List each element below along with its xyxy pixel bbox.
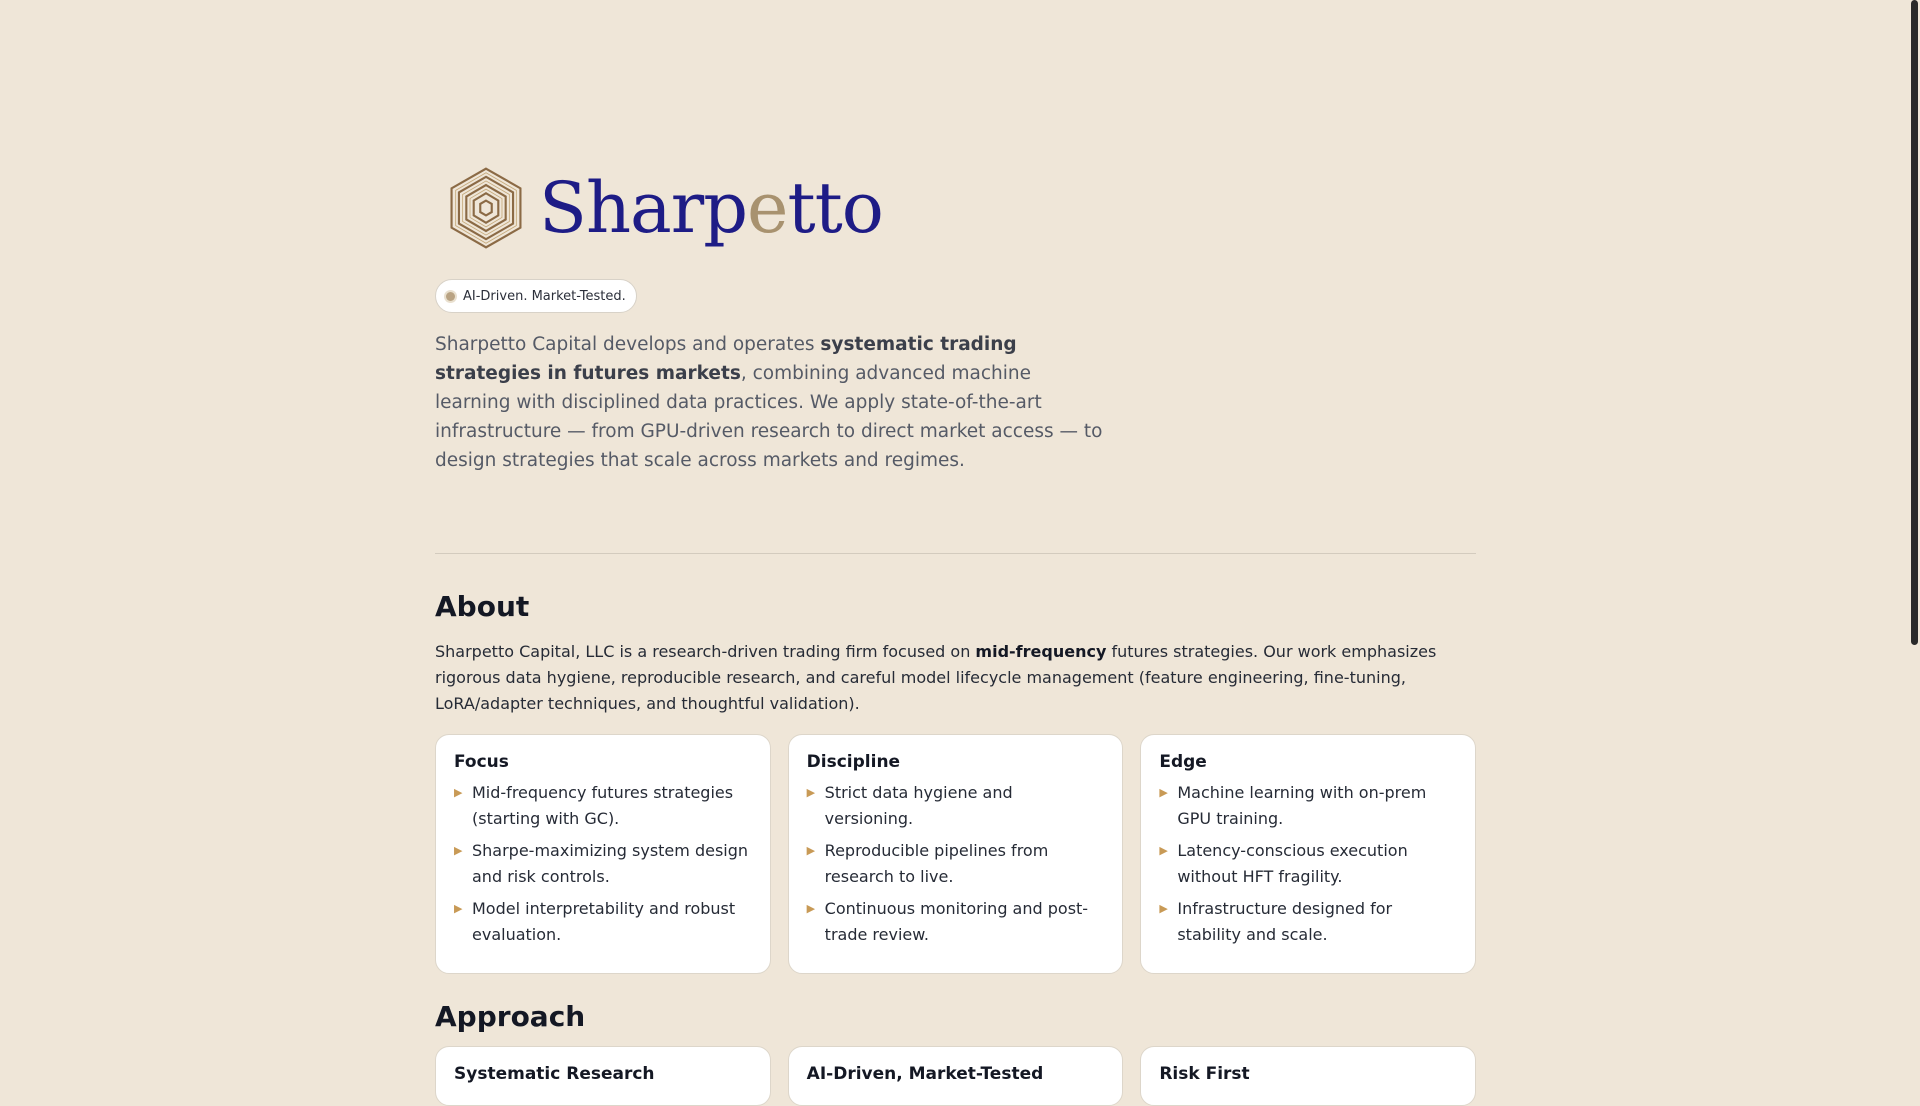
about-cards — [435, 734, 1476, 974]
brand-wordmark — [539, 166, 883, 249]
triangle-right-icon: ▶ — [1159, 786, 1168, 799]
list-item — [1159, 780, 1457, 832]
card-systematic-research — [435, 1046, 771, 1106]
page-scrollbar[interactable] — [1908, 0, 1920, 1080]
card-risk-first — [1140, 1046, 1476, 1106]
approach-heading: Approach — [435, 1000, 586, 1033]
list-item — [807, 780, 1105, 832]
list-item — [454, 780, 752, 832]
triangle-right-icon: ▶ — [1159, 844, 1168, 857]
list-item-text: Machine learning with on-prem GPU training. — [1177, 783, 1427, 828]
card-list — [807, 780, 1105, 948]
brand-part-1: Sharp — [539, 166, 748, 249]
card-ai-driven — [788, 1046, 1124, 1106]
card-focus — [435, 734, 771, 974]
triangle-right-icon: ▶ — [1159, 902, 1168, 915]
about-heading: About — [435, 590, 530, 623]
card-list — [454, 780, 752, 948]
intro-post: , combining advanced machine learning with disciplined data practices. We apply state-of-the-art infrastructure — from GPU-driven research to direct market access — to design strategies that scale across markets and regimes. — [435, 363, 1103, 471]
tagline-pill — [435, 279, 637, 313]
card-title: AI-Driven, Market-Tested — [806, 1064, 1044, 1084]
intro-pre: Sharpetto Capital develops and operates — [435, 334, 821, 355]
sharpetto-logo[interactable] — [445, 160, 883, 255]
list-item-text: Strict data hygiene and versioning. — [824, 783, 1013, 828]
approach-cards — [435, 1046, 1476, 1106]
card-discipline — [788, 734, 1124, 974]
about-paragraph — [435, 639, 1476, 717]
intro-paragraph — [435, 330, 1105, 475]
card-edge — [1140, 734, 1476, 974]
triangle-right-icon: ▶ — [806, 902, 816, 915]
section-divider — [435, 553, 1476, 554]
list-item-text: Mid-frequency futures strategies (starting with GC). — [472, 783, 734, 828]
list-item-text: Model interpretability and robust evaluation. — [472, 899, 736, 944]
triangle-right-icon: ▶ — [454, 786, 463, 799]
about-post: futures strategies. Our work emphasizes rigorous data hygiene, reproducible research, and careful model lifecycle management (feature engineering, fine-tuning, LoRA/adapter techniques, and thoughtful validation). — [435, 642, 1437, 713]
list-item — [1159, 896, 1457, 948]
brand-part-2: e — [747, 166, 788, 249]
card-title: Systematic Research — [454, 1064, 655, 1084]
list-item-text: Reproducible pipelines from research to live. — [824, 841, 1049, 886]
list-item — [1159, 838, 1457, 890]
card-title: Risk First — [1159, 1064, 1250, 1084]
card-title: Edge — [1159, 752, 1207, 772]
list-item-text: Latency-conscious execution without HFT fragility. — [1177, 841, 1408, 886]
triangle-right-icon: ▶ — [806, 786, 816, 799]
list-item-text: Sharpe-maximizing system design and risk controls. — [472, 841, 749, 886]
list-item — [454, 838, 752, 890]
card-title: Focus — [454, 752, 509, 772]
list-item — [454, 896, 752, 948]
dot-icon — [446, 292, 455, 301]
list-item-text: Continuous monitoring and post-trade review. — [824, 899, 1089, 944]
hexagon-logo-icon — [445, 166, 527, 250]
list-item-text: Infrastructure designed for stability and scale. — [1177, 899, 1393, 944]
card-title: Discipline — [806, 752, 901, 772]
scrollbar-thumb[interactable] — [1911, 0, 1918, 645]
list-item — [807, 838, 1105, 890]
triangle-right-icon: ▶ — [806, 844, 816, 857]
intro-strong: systematic trading strategies in futures markets — [435, 334, 1017, 384]
tagline-pill-label: AI-Driven. Market-Tested. — [463, 288, 626, 304]
list-item — [807, 896, 1105, 948]
brand-part-3: tto — [787, 166, 883, 249]
triangle-right-icon: ▶ — [454, 844, 463, 857]
about-strong: mid-frequency — [975, 642, 1107, 661]
triangle-right-icon: ▶ — [454, 902, 463, 915]
about-pre: Sharpetto Capital, LLC is a research-driven trading firm focused on — [435, 642, 976, 661]
card-list — [1159, 780, 1457, 948]
